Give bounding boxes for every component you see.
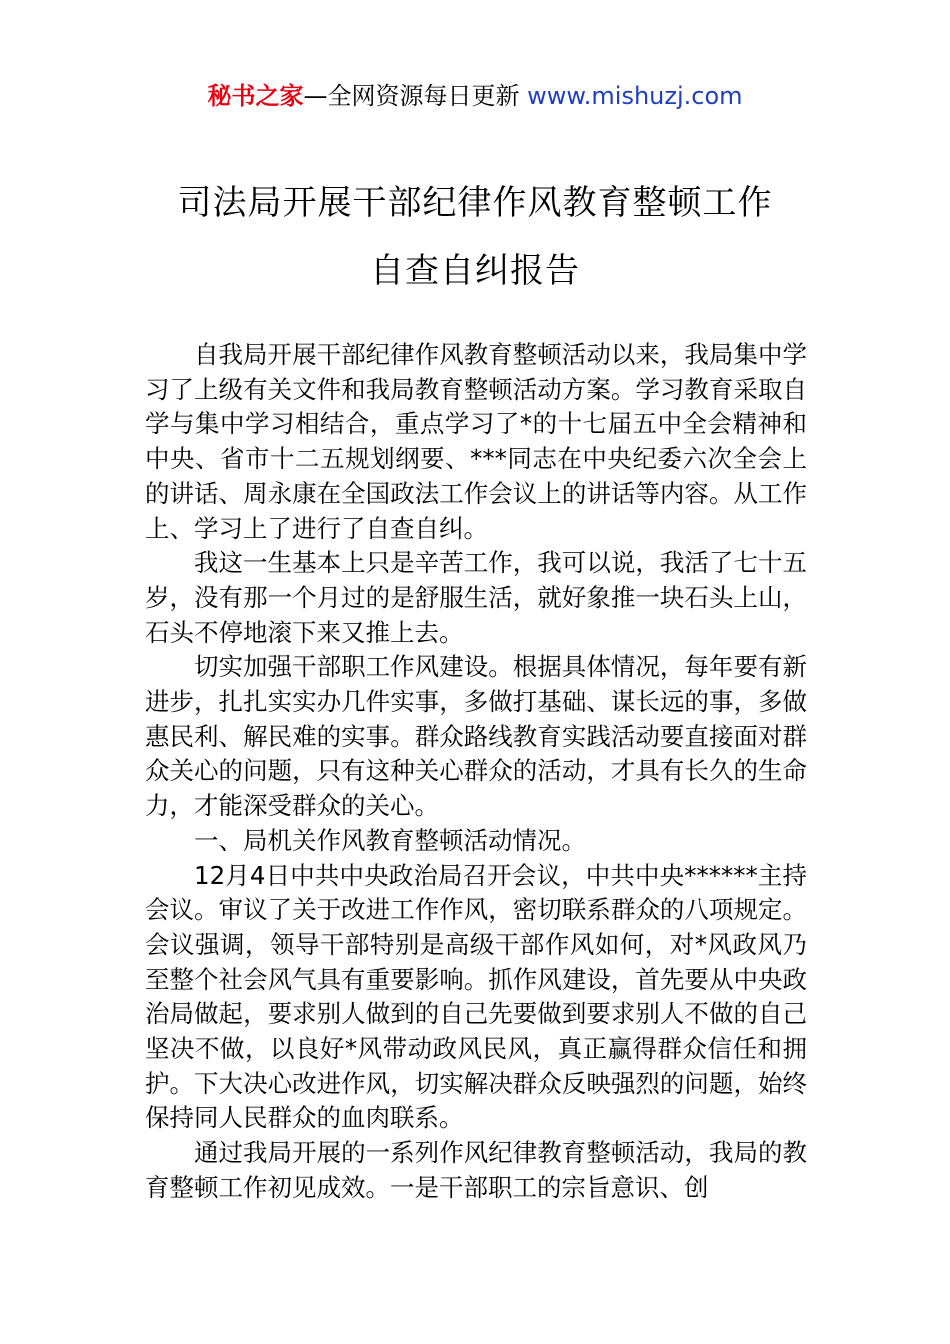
document-body xyxy=(145,338,807,1206)
site-slogan: —全网资源每日更新 xyxy=(303,82,528,110)
paragraph-results: 通过我局开展的一系列作风纪律教育整顿活动，我局的教育整顿工作初见成效。一是干部职工的宗旨意识、创 xyxy=(145,1138,807,1202)
brand-name: 秘书之家 xyxy=(207,82,304,110)
site-url-link[interactable]: www.mishuzj.com xyxy=(527,82,743,110)
document-title-line-2: 自查自纠报告 xyxy=(370,251,580,291)
paragraph-intro: 自我局开展干部纪律作风教育整顿活动以来，我局集中学习了上级有关文件和我局教育整顿活动方案。学习教育采取自学与集中学习相结合，重点学习了*的十七届五中全会精神和中央、省市十二五规划纲要、***同志在中央纪委六次全会上的讲话、周永康在全国政法工作会议上的讲话等内容。从工作上、学习上了进行了自查自纠。 xyxy=(145,340,807,543)
paragraph-style-building: 切实加强干部职工作风建设。根据具体情况，每年要有新进步，扎扎实实办几件实事，多做打基础、谋长远的事，多做惠民利、解民难的实事。群众路线教育实践活动要直接面对群众关心的问题，只有这种关心群众的活动，才具有长久的生命力，才能深受群众的关心。 xyxy=(145,652,807,821)
section-heading-1: 一、局机关作风教育整顿活动情况。 xyxy=(194,825,586,855)
paragraph-hard-work: 我这一生基本上只是辛苦工作，我可以说，我活了七十五岁，没有那一个月过的是舒服生活，就好象推一块石头上山，石头不停地滚下来又推上去。 xyxy=(145,548,807,647)
site-header xyxy=(0,80,950,112)
paragraph-politburo-meeting: 12月4日中共中央政治局召开会议，中共中央******主持会议。审议了关于改进工作作风，密切联系群众的八项规定。会议强调，领导干部特别是高级干部作风如何，对*风政风乃至整个社会风气具有重要影响。抓作风建设，首先要从中央政治局做起，要求别人做到的自己先要做到要求别人不做的自己坚决不做，以良好*风带动政风民风，真正赢得群众信任和拥护。下大决心改进作风，切实解决群众反映强烈的问题，始终保持同人民群众的血肉联系。 xyxy=(145,860,807,1133)
document-title-line-1: 司法局开展干部纪律作风教育整顿工作 xyxy=(177,183,773,223)
